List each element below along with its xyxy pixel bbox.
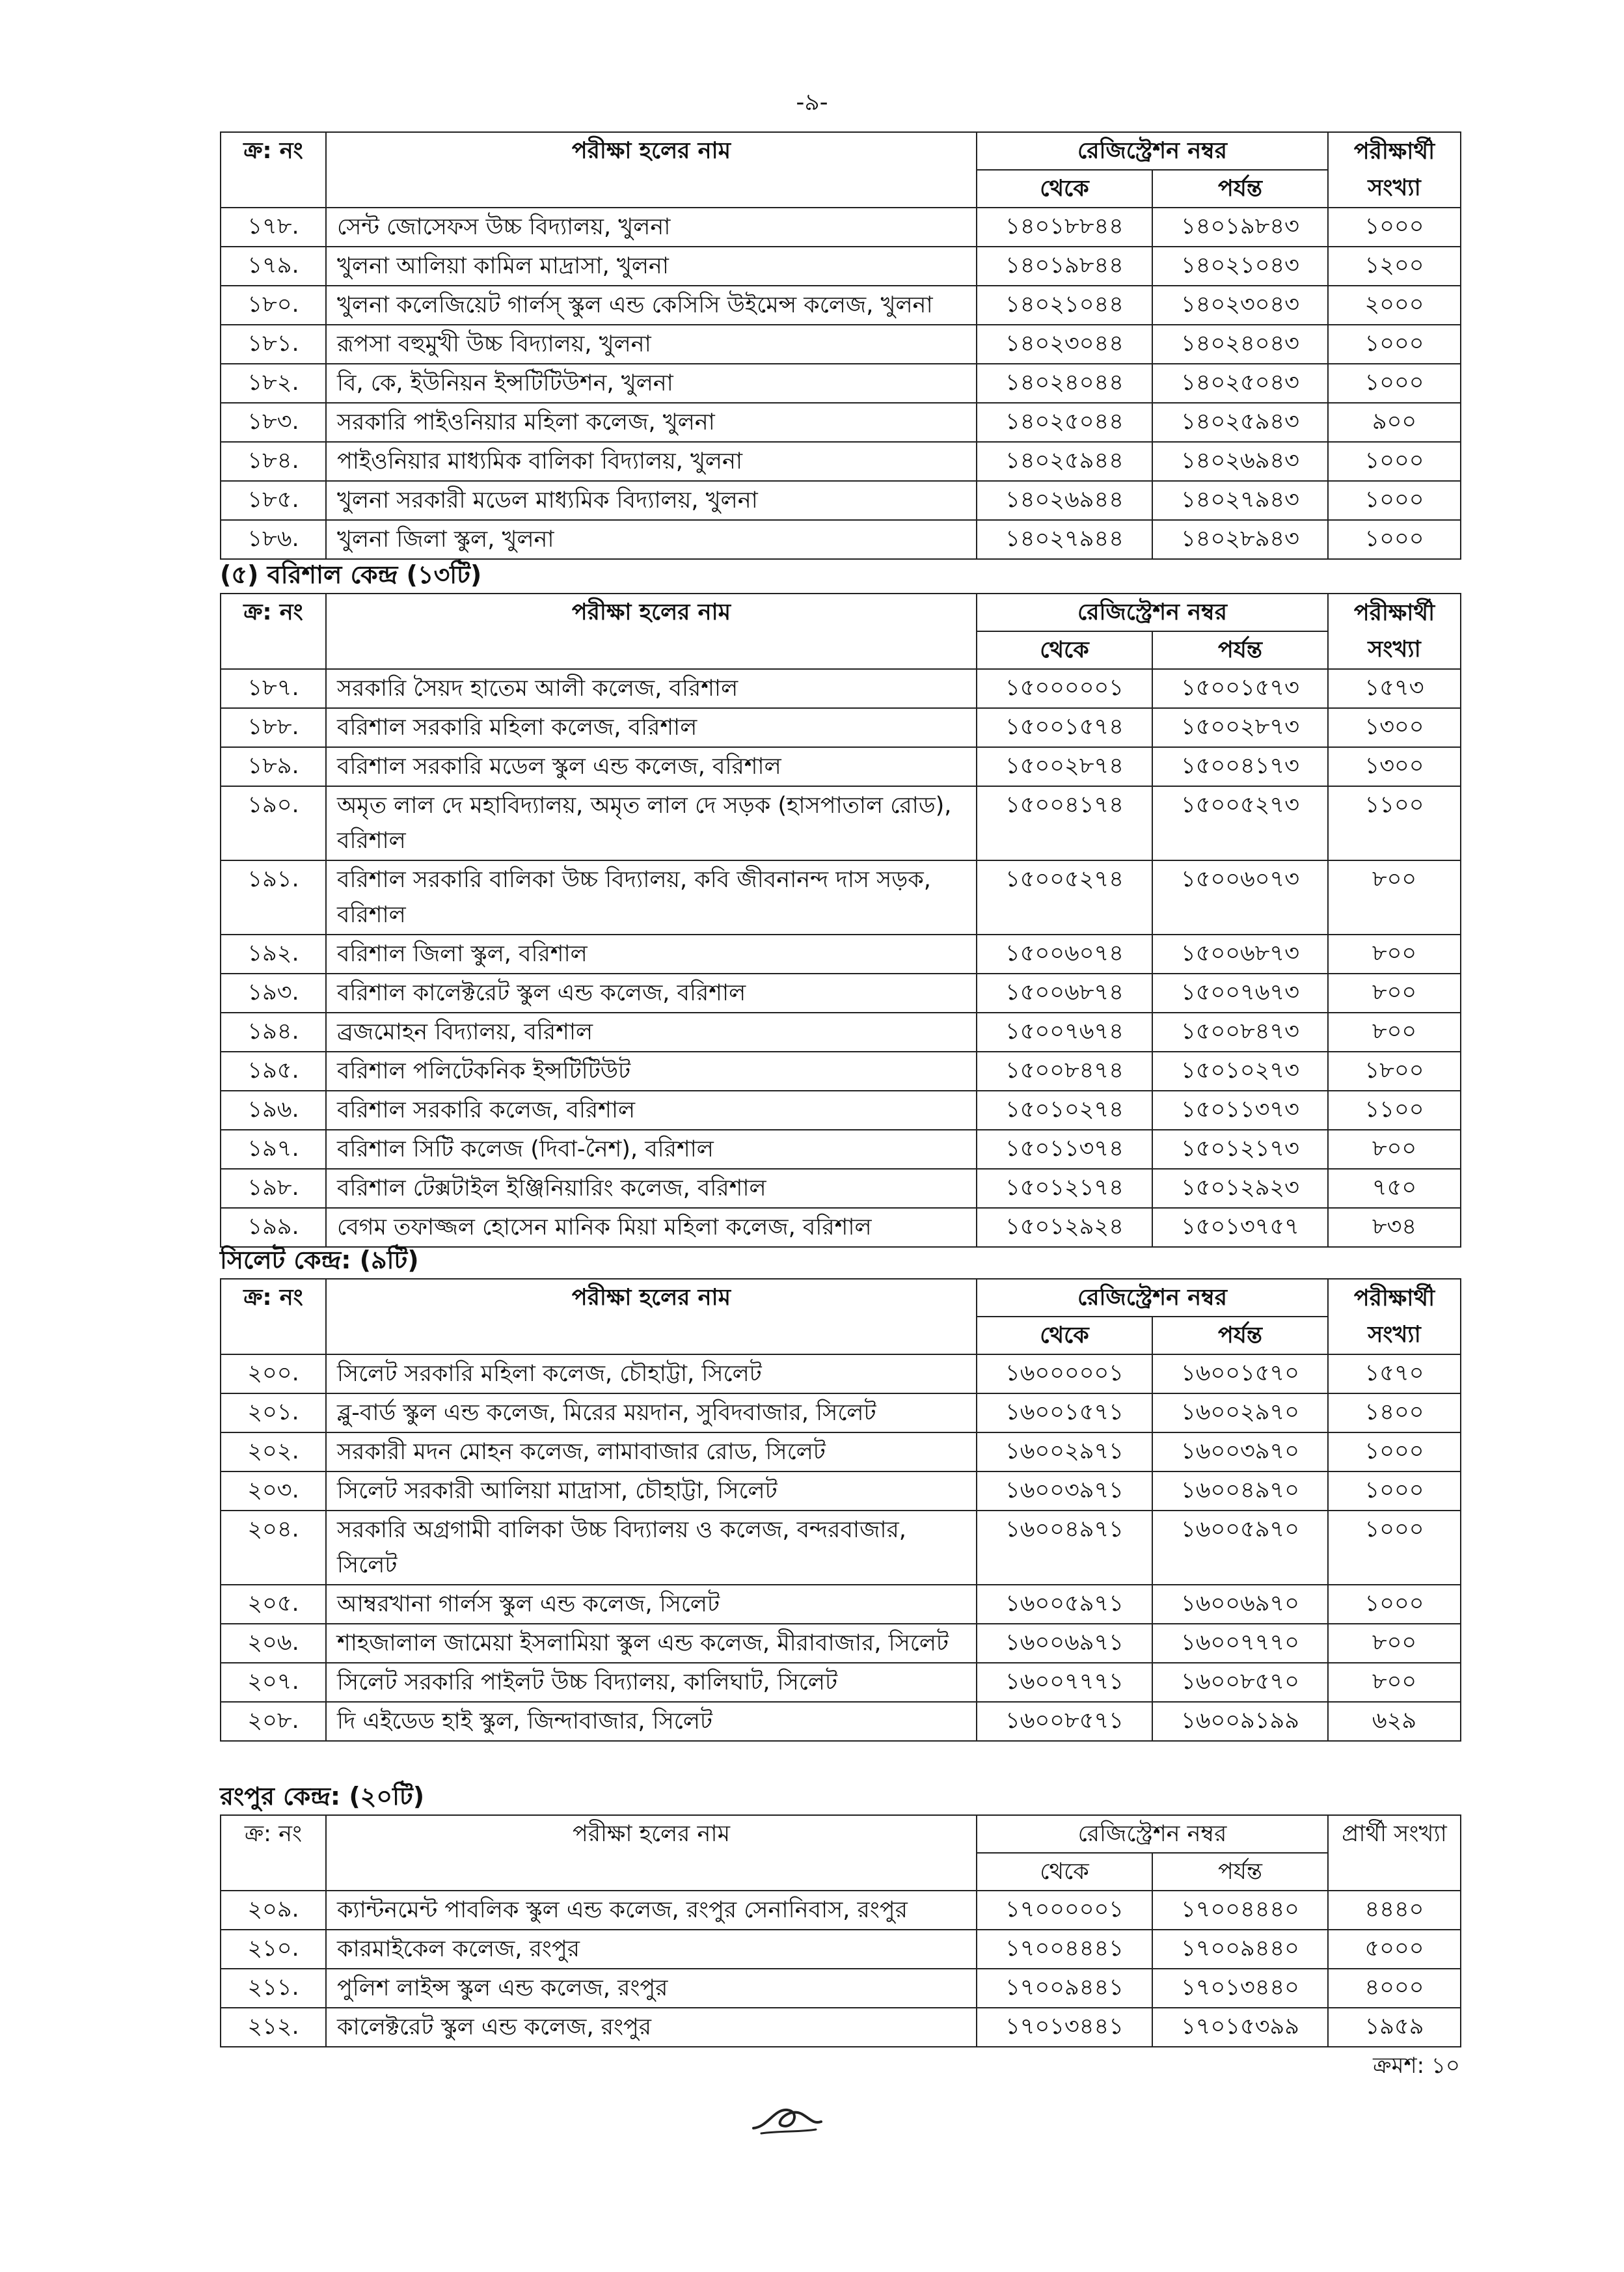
- count-cell: ১০০০: [1328, 481, 1461, 520]
- reg-to-cell: ১৫০০৮৪৭৩: [1152, 1013, 1328, 1052]
- reg-to-cell: ১৬০০৭৭৭০: [1152, 1624, 1328, 1663]
- serial-cell: ১৮৫.: [221, 481, 326, 520]
- reg-to-cell: ১৭০১৫৩৯৯: [1152, 2008, 1328, 2047]
- table-row: [221, 786, 1461, 860]
- hall-name-cell: দি এইডেড হাই স্কুল, জিন্দাবাজার, সিলেট: [326, 1702, 977, 1741]
- table-row: [221, 1169, 1461, 1208]
- hall-name-cell: আম্বরখানা গার্লস স্কুল এন্ড কলেজ, সিলেট: [326, 1585, 977, 1624]
- khulna-section: [220, 131, 1460, 560]
- count-cell: ১০০০: [1328, 208, 1461, 247]
- hall-name-cell: খুলনা আলিয়া কামিল মাদ্রাসা, খুলনা: [326, 247, 977, 286]
- serial-cell: ১৯৯.: [221, 1208, 326, 1247]
- to-header: পর্যন্ত: [1152, 170, 1328, 208]
- reg-from-cell: ১৬০০২৯৭১: [977, 1432, 1152, 1471]
- count-cell: ৮০০: [1328, 1663, 1461, 1702]
- count-cell: ১০০০: [1328, 364, 1461, 403]
- sylhet-section: [220, 1242, 1460, 1742]
- reg-from-cell: ১৫০০১৫৭৪: [977, 708, 1152, 747]
- hall-name-cell: বরিশাল সরকারি মডেল স্কুল এন্ড কলেজ, বরিশাল: [326, 747, 977, 786]
- serial-cell: ১৮২.: [221, 364, 326, 403]
- hall-name-cell: ব্রজমোহন বিদ্যালয়, বরিশাল: [326, 1013, 977, 1052]
- reg-to-cell: ১৬০০৮৫৭০: [1152, 1663, 1328, 1702]
- count-cell: ১৩০০: [1328, 747, 1461, 786]
- reg-from-cell: ১৫০০২৮৭৪: [977, 747, 1152, 786]
- reg-from-cell: ১৭০০৯৪৪১: [977, 1969, 1152, 2008]
- reg-to-cell: ১৫০০২৮৭৩: [1152, 708, 1328, 747]
- reg-to-cell: ১৪০২৭৯৪৩: [1152, 481, 1328, 520]
- reg-from-cell: ১৪০১৯৮৪৪: [977, 247, 1152, 286]
- reg-from-cell: ১৫০০৮৪৭৪: [977, 1052, 1152, 1091]
- serial-cell: ২০২.: [221, 1432, 326, 1471]
- count-cell: ৮০০: [1328, 1130, 1461, 1169]
- hall-name-cell: রূপসা বহুমুখী উচ্চ বিদ্যালয়, খুলনা: [326, 325, 977, 364]
- hall-name-cell: সরকারী মদন মোহন কলেজ, লামাবাজার রোড, সিলেট: [326, 1432, 977, 1471]
- serial-cell: ১৯৪.: [221, 1013, 326, 1052]
- reg-from-cell: ১৭০১৩৪৪১: [977, 2008, 1152, 2047]
- candidate-count-header: প্রার্থী সংখ্যা: [1328, 1815, 1461, 1891]
- table-row: [221, 1511, 1461, 1585]
- serial-cell: ২১২.: [221, 2008, 326, 2047]
- table-row: [221, 1052, 1461, 1091]
- table-row: [221, 325, 1461, 364]
- hall-name-cell: সিলেট সরকারি পাইলট উচ্চ বিদ্যালয়, কালিঘাট, সিলেট: [326, 1663, 977, 1702]
- from-header: থেকে: [977, 1853, 1152, 1891]
- sylhet-heading: সিলেট কেন্দ্র: (৯টি): [220, 1246, 419, 1274]
- table-row: [221, 1624, 1461, 1663]
- reg-to-cell: ১৬০০৬৯৭০: [1152, 1585, 1328, 1624]
- reg-to-cell: ১৫০০৭৬৭৩: [1152, 974, 1328, 1013]
- reg-from-cell: ১৫০০৫২৭৪: [977, 860, 1152, 935]
- hall-name-cell: সরকারি সৈয়দ হাতেম আলী কলেজ, বরিশাল: [326, 669, 977, 708]
- reg-to-cell: ১৫০১১৩৭৩: [1152, 1091, 1328, 1130]
- table-row: [221, 1585, 1461, 1624]
- table-row: [221, 520, 1461, 559]
- reg-from-cell: ১৬০০৫৯৭১: [977, 1585, 1152, 1624]
- reg-to-cell: ১৪০২৪০৪৩: [1152, 325, 1328, 364]
- serial-cell: ১৯৩.: [221, 974, 326, 1013]
- hall-name-cell: সেন্ট জোসেফস উচ্চ বিদ্যালয়, খুলনা: [326, 208, 977, 247]
- hall-name-cell: বরিশাল সিটি কলেজ (দিবা-নৈশ), বরিশাল: [326, 1130, 977, 1169]
- table-row: [221, 1354, 1461, 1393]
- reg-from-cell: ১৫০১০২৭৪: [977, 1091, 1152, 1130]
- count-cell: ১০০০: [1328, 1432, 1461, 1471]
- serial-cell: ২০৫.: [221, 1585, 326, 1624]
- serial-cell: ১৮৯.: [221, 747, 326, 786]
- serial-cell: ১৯৮.: [221, 1169, 326, 1208]
- reg-no-header: রেজিস্ট্রেশন নম্বর: [977, 594, 1328, 631]
- table-row: [221, 1969, 1461, 2008]
- serial-cell: ২০০.: [221, 1354, 326, 1393]
- reg-no-header: রেজিস্ট্রেশন নম্বর: [977, 132, 1328, 170]
- continued-note: ক্রমশ: ১০: [1373, 2053, 1460, 2079]
- serial-cell: ১৭৮.: [221, 208, 326, 247]
- reg-from-cell: ১৬০০৩৯৭১: [977, 1471, 1152, 1511]
- table-row: [221, 403, 1461, 442]
- reg-to-cell: ১৭০০৯৪৪০: [1152, 1930, 1328, 1969]
- count-cell: ৪০০০: [1328, 1969, 1461, 2008]
- count-cell: ১০০০: [1328, 1471, 1461, 1511]
- hall-name-cell: অমৃত লাল দে মহাবিদ্যালয়, অমৃত লাল দে সড়ক (হাসপাতাল রোড), বরিশাল: [326, 786, 977, 860]
- reg-from-cell: ১৭০০০০০১: [977, 1891, 1152, 1930]
- serial-cell: ২০৯.: [221, 1891, 326, 1930]
- reg-to-cell: ১৫০০১৫৭৩: [1152, 669, 1328, 708]
- hall-name-cell: বরিশাল সরকারি কলেজ, বরিশাল: [326, 1091, 977, 1130]
- count-cell: ১৫৭৩: [1328, 669, 1461, 708]
- count-cell: ১৩০০: [1328, 708, 1461, 747]
- hall-name-cell: খুলনা জিলা স্কুল, খুলনা: [326, 520, 977, 559]
- serial-cell: ১৯২.: [221, 935, 326, 974]
- reg-from-cell: ১৪০২৭৯৪৪: [977, 520, 1152, 559]
- rangpur-section: [220, 1778, 1460, 2047]
- reg-to-cell: ১৬০০২৯৭০: [1152, 1393, 1328, 1432]
- table-row: [221, 1013, 1461, 1052]
- count-cell: ৮৩৪: [1328, 1208, 1461, 1247]
- reg-from-cell: ১৫০০৬৮৭৪: [977, 974, 1152, 1013]
- count-cell: ১৪০০: [1328, 1393, 1461, 1432]
- serial-header: ক্র: নং: [221, 1279, 326, 1354]
- reg-from-cell: ১৫০০৬০৭৪: [977, 935, 1152, 974]
- count-cell: ১০০০: [1328, 1511, 1461, 1585]
- reg-from-cell: ১৫০১২১৭৪: [977, 1169, 1152, 1208]
- reg-from-cell: ১৪০২৬৯৪৪: [977, 481, 1152, 520]
- table-row: [221, 1663, 1461, 1702]
- table-row: [221, 208, 1461, 247]
- serial-cell: ১৮৭.: [221, 669, 326, 708]
- barishal-section: [220, 556, 1460, 1248]
- reg-from-cell: ১৬০০০০০১: [977, 1354, 1152, 1393]
- reg-from-cell: ১৬০০৪৯৭১: [977, 1511, 1152, 1585]
- reg-to-cell: ১৭০১৩৪৪০: [1152, 1969, 1328, 2008]
- table-row: [221, 1091, 1461, 1130]
- reg-no-header: রেজিস্ট্রেশন নম্বর: [977, 1815, 1328, 1853]
- table-row: [221, 935, 1461, 974]
- serial-header: ক্র: নং: [221, 1815, 326, 1891]
- reg-to-cell: ১৫০১২৯২৩: [1152, 1169, 1328, 1208]
- reg-to-cell: ১৬০০৪৯৭০: [1152, 1471, 1328, 1511]
- reg-to-cell: ১৪০২৩০৪৩: [1152, 286, 1328, 325]
- from-header: থেকে: [977, 1317, 1152, 1354]
- table-row: [221, 860, 1461, 935]
- reg-to-cell: ১৪০২৫০৪৩: [1152, 364, 1328, 403]
- to-header: পর্যন্ত: [1152, 1317, 1328, 1354]
- table-row: [221, 708, 1461, 747]
- hall-name-cell: সরকারি অগ্রগামী বালিকা উচ্চ বিদ্যালয় ও কলেজ, বন্দরবাজার, সিলেট: [326, 1511, 977, 1585]
- count-cell: ২০০০: [1328, 286, 1461, 325]
- reg-to-cell: ১৫০১০২৭৩: [1152, 1052, 1328, 1091]
- count-cell: ৫০০০: [1328, 1930, 1461, 1969]
- serial-cell: ২০৬.: [221, 1624, 326, 1663]
- reg-from-cell: ১৬০০৭৭৭১: [977, 1663, 1152, 1702]
- reg-to-cell: ১৬০০১৫৭০: [1152, 1354, 1328, 1393]
- serial-cell: ২০৩.: [221, 1471, 326, 1511]
- serial-cell: ১৯১.: [221, 860, 326, 935]
- hall-name-cell: বরিশাল সরকারি বালিকা উচ্চ বিদ্যালয়, কবি জীবনানন্দ দাস সড়ক, বরিশাল: [326, 860, 977, 935]
- table-row: [221, 747, 1461, 786]
- to-header: পর্যন্ত: [1152, 631, 1328, 669]
- reg-from-cell: ১৪০২৫৯৪৪: [977, 442, 1152, 481]
- reg-from-cell: ১৫০০৪১৭৪: [977, 786, 1152, 860]
- reg-from-cell: ১৭০০৪৪৪১: [977, 1930, 1152, 1969]
- barishal-table: [220, 593, 1461, 1248]
- hall-name-cell: কালেক্টরেট স্কুল এন্ড কলেজ, রংপুর: [326, 2008, 977, 2047]
- count-cell: ৮০০: [1328, 1013, 1461, 1052]
- hall-name-cell: বরিশাল টেক্সটাইল ইঞ্জিনিয়ারিং কলেজ, বরিশাল: [326, 1169, 977, 1208]
- hall-name-cell: খুলনা সরকারী মডেল মাধ্যমিক বিদ্যালয়, খুলনা: [326, 481, 977, 520]
- serial-cell: ২০৭.: [221, 1663, 326, 1702]
- table-row: [221, 1702, 1461, 1741]
- hall-name-header: পরীক্ষা হলের নাম: [326, 1815, 977, 1891]
- table-row: [221, 1471, 1461, 1511]
- reg-to-cell: ১৬০০৫৯৭০: [1152, 1511, 1328, 1585]
- reg-from-cell: ১৪০১৮৮৪৪: [977, 208, 1152, 247]
- from-header: থেকে: [977, 631, 1152, 669]
- table-row: [221, 1432, 1461, 1471]
- hall-name-cell: পুলিশ লাইন্স স্কুল এন্ড কলেজ, রংপুর: [326, 1969, 977, 2008]
- reg-to-cell: ১৫০১৩৭৫৭: [1152, 1208, 1328, 1247]
- reg-from-cell: ১৪০২৪০৪৪: [977, 364, 1152, 403]
- to-header: পর্যন্ত: [1152, 1853, 1328, 1891]
- count-cell: ৮০০: [1328, 1624, 1461, 1663]
- signature: [748, 2096, 826, 2144]
- reg-from-cell: ১৬০০১৫৭১: [977, 1393, 1152, 1432]
- examinee-header: পরীক্ষার্থী সংখ্যা: [1328, 594, 1461, 669]
- hall-name-cell: সরকারি পাইওনিয়ার মহিলা কলেজ, খুলনা: [326, 403, 977, 442]
- table-row: [221, 974, 1461, 1013]
- table-row: [221, 442, 1461, 481]
- serial-cell: ১৯৭.: [221, 1130, 326, 1169]
- serial-cell: ২০১.: [221, 1393, 326, 1432]
- count-cell: ১৮০০: [1328, 1052, 1461, 1091]
- table-row: [221, 247, 1461, 286]
- serial-header: ক্র: নং: [221, 132, 326, 208]
- serial-cell: ১৮৪.: [221, 442, 326, 481]
- reg-from-cell: ১৫০১২৯২৪: [977, 1208, 1152, 1247]
- khulna-table: [220, 131, 1461, 560]
- reg-no-header: রেজিস্ট্রেশন নম্বর: [977, 1279, 1328, 1317]
- table-row: [221, 669, 1461, 708]
- hall-name-cell: ক্যান্টনমেন্ট পাবলিক স্কুল এন্ড কলেজ, রংপুর সেনানিবাস, রংপুর: [326, 1891, 977, 1930]
- serial-cell: ১৯৫.: [221, 1052, 326, 1091]
- reg-to-cell: ১৪০২৫৯৪৩: [1152, 403, 1328, 442]
- table-row: [221, 1930, 1461, 1969]
- count-cell: ৭৫০: [1328, 1169, 1461, 1208]
- reg-to-cell: ১৬০০৯১৯৯: [1152, 1702, 1328, 1741]
- serial-cell: ২০৪.: [221, 1511, 326, 1585]
- serial-cell: ১৯৬.: [221, 1091, 326, 1130]
- barishal-heading: (৫) বরিশাল কেন্দ্র (১৩টি): [220, 560, 482, 589]
- table-row: [221, 286, 1461, 325]
- hall-name-cell: বি, কে, ইউনিয়ন ইন্সটিটিউশন, খুলনা: [326, 364, 977, 403]
- from-header: থেকে: [977, 170, 1152, 208]
- table-row: [221, 2008, 1461, 2047]
- hall-name-cell: ব্লু-বার্ড স্কুল এন্ড কলেজ, মিরের ময়দান, সুবিদবাজার, সিলেট: [326, 1393, 977, 1432]
- rangpur-heading: রংপুর কেন্দ্র: (২০টি): [220, 1782, 425, 1811]
- count-cell: ৮০০: [1328, 974, 1461, 1013]
- count-cell: ১০০০: [1328, 442, 1461, 481]
- reg-to-cell: ১৭০০৪৪৪০: [1152, 1891, 1328, 1930]
- serial-cell: ১৭৯.: [221, 247, 326, 286]
- reg-to-cell: ১৫০০৬৮৭৩: [1152, 935, 1328, 974]
- count-cell: ১০০০: [1328, 325, 1461, 364]
- count-cell: ৬২৯: [1328, 1702, 1461, 1741]
- sylhet-table: [220, 1278, 1461, 1742]
- count-cell: ১১০০: [1328, 1091, 1461, 1130]
- count-cell: ১০০০: [1328, 520, 1461, 559]
- serial-cell: ২১০.: [221, 1930, 326, 1969]
- serial-cell: ২১১.: [221, 1969, 326, 2008]
- count-cell: ৪৪৪০: [1328, 1891, 1461, 1930]
- table-row: [221, 1208, 1461, 1247]
- reg-from-cell: ১৫০১১৩৭৪: [977, 1130, 1152, 1169]
- reg-from-cell: ১৬০০৮৫৭১: [977, 1702, 1152, 1741]
- serial-cell: ২০৮.: [221, 1702, 326, 1741]
- table-row: [221, 1130, 1461, 1169]
- reg-from-cell: ১৪০২১০৪৪: [977, 286, 1152, 325]
- hall-name-cell: পাইওনিয়ার মাধ্যমিক বালিকা বিদ্যালয়, খুলনা: [326, 442, 977, 481]
- page-number: -৯-: [796, 89, 828, 116]
- count-cell: ১২০০: [1328, 247, 1461, 286]
- hall-name-cell: সিলেট সরকারী আলিয়া মাদ্রাসা, চৌহাট্টা, সিলেট: [326, 1471, 977, 1511]
- hall-name-header: পরীক্ষা হলের নাম: [326, 132, 977, 208]
- hall-name-cell: খুলনা কলেজিয়েট গার্লস্‌ স্কুল এন্ড কেসিসি উইমেন্স কলেজ, খুলনা: [326, 286, 977, 325]
- hall-name-cell: বেগম তফাজ্জল হোসেন মানিক মিয়া মহিলা কলেজ, বরিশাল: [326, 1208, 977, 1247]
- count-cell: ১৯৫৯: [1328, 2008, 1461, 2047]
- hall-name-cell: বরিশাল কালেক্টরেট স্কুল এন্ড কলেজ, বরিশাল: [326, 974, 977, 1013]
- serial-cell: ১৮১.: [221, 325, 326, 364]
- reg-to-cell: ১৫০১২১৭৩: [1152, 1130, 1328, 1169]
- hall-name-cell: কারমাইকেল কলেজ, রংপুর: [326, 1930, 977, 1969]
- serial-cell: ১৮৮.: [221, 708, 326, 747]
- hall-name-cell: বরিশাল জিলা স্কুল, বরিশাল: [326, 935, 977, 974]
- serial-cell: ১৮৩.: [221, 403, 326, 442]
- count-cell: ১৫৭০: [1328, 1354, 1461, 1393]
- serial-header: ক্র: নং: [221, 594, 326, 669]
- rangpur-table: [220, 1814, 1461, 2047]
- table-row: [221, 1393, 1461, 1432]
- examinee-header: পরীক্ষার্থী সংখ্যা: [1328, 1279, 1461, 1354]
- hall-name-cell: বরিশাল সরকারি মহিলা কলেজ, বরিশাল: [326, 708, 977, 747]
- reg-to-cell: ১৪০২৬৯৪৩: [1152, 442, 1328, 481]
- reg-to-cell: ১৫০০৫২৭৩: [1152, 786, 1328, 860]
- count-cell: ৮০০: [1328, 935, 1461, 974]
- reg-from-cell: ১৫০০০০০১: [977, 669, 1152, 708]
- reg-to-cell: ১৪০২১০৪৩: [1152, 247, 1328, 286]
- hall-name-header: পরীক্ষা হলের নাম: [326, 594, 977, 669]
- hall-name-cell: সিলেট সরকারি মহিলা কলেজ, চৌহাট্টা, সিলেট: [326, 1354, 977, 1393]
- reg-to-cell: ১৪০২৮৯৪৩: [1152, 520, 1328, 559]
- reg-to-cell: ১৪০১৯৮৪৩: [1152, 208, 1328, 247]
- hall-name-cell: বরিশাল পলিটেকনিক ইন্সটিটিউট: [326, 1052, 977, 1091]
- table-row: [221, 364, 1461, 403]
- reg-to-cell: ১৫০০৪১৭৩: [1152, 747, 1328, 786]
- reg-from-cell: ১৫০০৭৬৭৪: [977, 1013, 1152, 1052]
- table-row: [221, 1891, 1461, 1930]
- table-row: [221, 481, 1461, 520]
- count-cell: ১১০০: [1328, 786, 1461, 860]
- serial-cell: ১৮৬.: [221, 520, 326, 559]
- count-cell: ৯০০: [1328, 403, 1461, 442]
- reg-from-cell: ১৪০২৩০৪৪: [977, 325, 1152, 364]
- examinee-header: পরীক্ষার্থী সংখ্যা: [1328, 132, 1461, 208]
- reg-to-cell: ১৫০০৬০৭৩: [1152, 860, 1328, 935]
- hall-name-cell: শাহজালাল জামেয়া ইসলামিয়া স্কুল এন্ড কলেজ, মীরাবাজার, সিলেট: [326, 1624, 977, 1663]
- reg-from-cell: ১৬০০৬৯৭১: [977, 1624, 1152, 1663]
- serial-cell: ১৯০.: [221, 786, 326, 860]
- hall-name-header: পরীক্ষা হলের নাম: [326, 1279, 977, 1354]
- count-cell: ১০০০: [1328, 1585, 1461, 1624]
- reg-from-cell: ১৪০২৫০৪৪: [977, 403, 1152, 442]
- reg-to-cell: ১৬০০৩৯৭০: [1152, 1432, 1328, 1471]
- serial-cell: ১৮০.: [221, 286, 326, 325]
- count-cell: ৮০০: [1328, 860, 1461, 935]
